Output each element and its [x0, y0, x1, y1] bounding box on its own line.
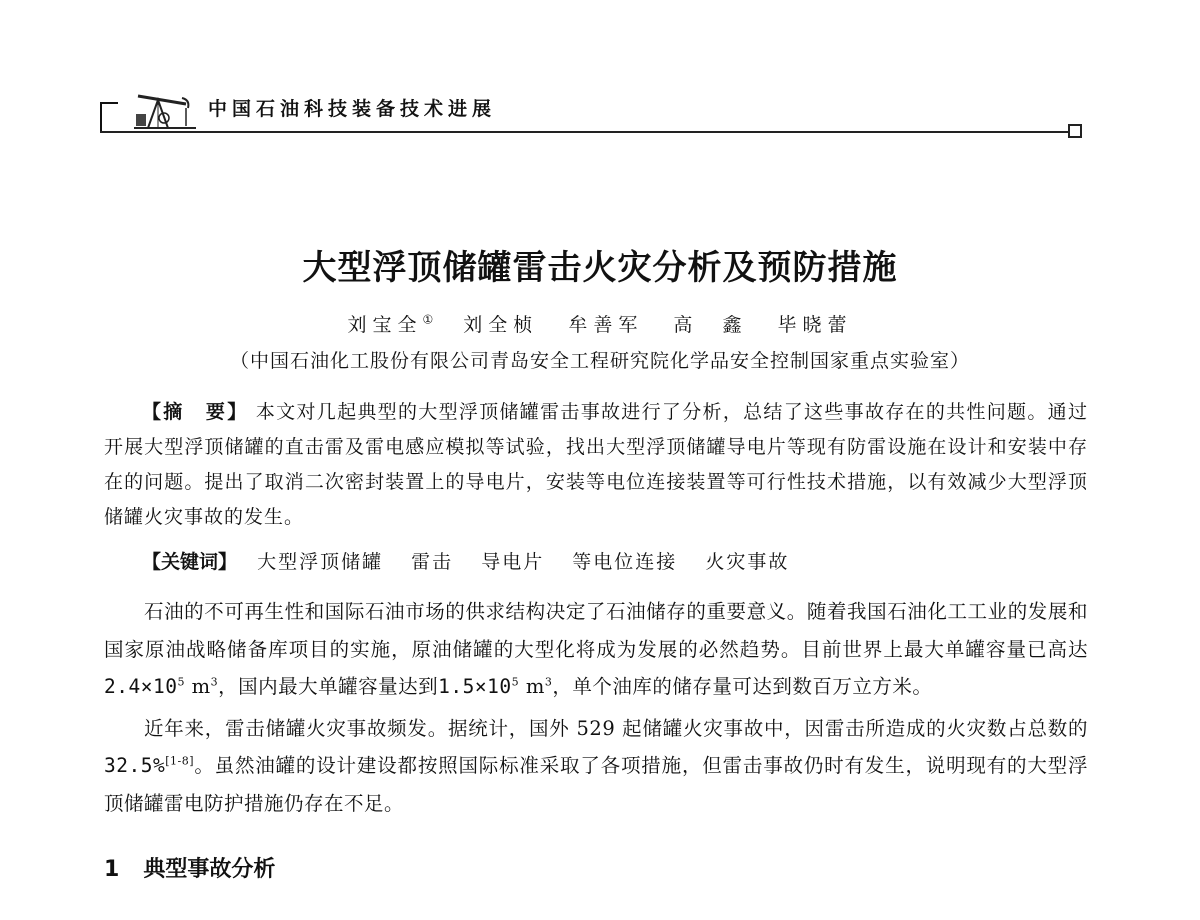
p1-exp-2: 5 — [511, 675, 520, 689]
keywords-label: 【关键词】 — [142, 551, 238, 573]
header-rule — [100, 131, 1068, 133]
author-note-marker: ① — [422, 312, 434, 327]
paragraph-1 — [104, 593, 1088, 706]
section-heading — [104, 852, 275, 883]
p2-text-b: 。虽然油罐的设计建设都按照国际标准采取了各项措施，但雷击事故仍时有发生，说明现有的大型浮顶储罐雷电防护措施仍存在不足。 — [104, 754, 1088, 815]
journal-name: 中国石油科技装备技术进展 — [208, 98, 497, 120]
author-1 — [347, 314, 433, 336]
author-3: 牟善军 — [568, 314, 644, 336]
author-2: 刘全桢 — [463, 314, 539, 336]
header-end-box — [1068, 124, 1082, 138]
p1-value-1: 2.4×10 — [104, 675, 178, 698]
p1-unit-exp-2: 3 — [544, 675, 553, 689]
p1-text-c: ，单个油库的储存量可达到数百万立方米。 — [552, 675, 933, 698]
p2-text-a: 近年来，雷击储罐火灾事故频发。据统计，国外 529 起储罐火灾事故中，因雷击所造成的火灾数占总数的 — [144, 716, 1088, 740]
body-text — [104, 593, 1088, 822]
oil-pump-logo-icon — [128, 82, 200, 130]
header-bracket — [100, 102, 118, 132]
keyword: 雷击 — [411, 551, 454, 573]
p1-text-b: ，国内最大单罐容量达到 — [218, 675, 439, 698]
affiliation: （中国石油化工股份有限公司青岛安全工程研究院化学品安全控制国家重点实验室） — [229, 350, 970, 372]
keyword: 大型浮顶储罐 — [257, 551, 384, 573]
p2-percent: 32.5% — [104, 754, 166, 777]
author-4: 高 鑫 — [673, 314, 748, 336]
p1-unit-2: m — [519, 675, 545, 698]
keyword: 等电位连接 — [572, 551, 678, 573]
keyword: 导电片 — [481, 551, 545, 573]
p2-citation: [1-8] — [165, 754, 194, 768]
p1-text-a: 石油的不可再生性和国际石油市场的供求结构决定了石油储存的重要意义。随着我国石油化工工业的发展和国家原油战略储备库项目的实施，原油储罐的大型化将成为发展的必然趋势。目前世界上最大单罐容量已高达 — [104, 600, 1088, 661]
p1-unit-1: m — [184, 675, 211, 698]
abstract — [104, 395, 1088, 535]
running-header — [100, 80, 1085, 140]
section-number: 1 — [104, 857, 120, 882]
p1-exp-1: 5 — [177, 675, 185, 689]
abstract-label: 【摘 要】 — [142, 401, 249, 423]
keywords — [142, 547, 811, 574]
author-5: 毕晓蕾 — [777, 314, 853, 336]
abstract-text: 本文对几起典型的大型浮顶储罐雷击事故进行了分析，总结了这些事故存在的共性问题。通过开展大型浮顶储罐的直击雷及雷电感应模拟等试验，找出大型浮顶储罐导电片等现有防雷设施在设计和安装中存在的问题。提出了取消二次密封装置上的导电片，安装等电位连接装置等可行性技术措施，以有效减少大型浮顶储罐火灾事故的发生。 — [104, 401, 1088, 528]
keyword: 火灾事故 — [705, 551, 790, 573]
p1-unit-exp-1: 3 — [210, 675, 219, 689]
section-title: 典型事故分析 — [143, 857, 276, 882]
article-title: 大型浮顶储罐雷击火灾分析及预防措施 — [302, 248, 898, 288]
author-1-name: 刘宝全 — [347, 314, 423, 336]
p1-value-2: 1.5×10 — [438, 675, 512, 698]
paragraph-2 — [104, 710, 1088, 823]
author-list — [0, 310, 1200, 337]
